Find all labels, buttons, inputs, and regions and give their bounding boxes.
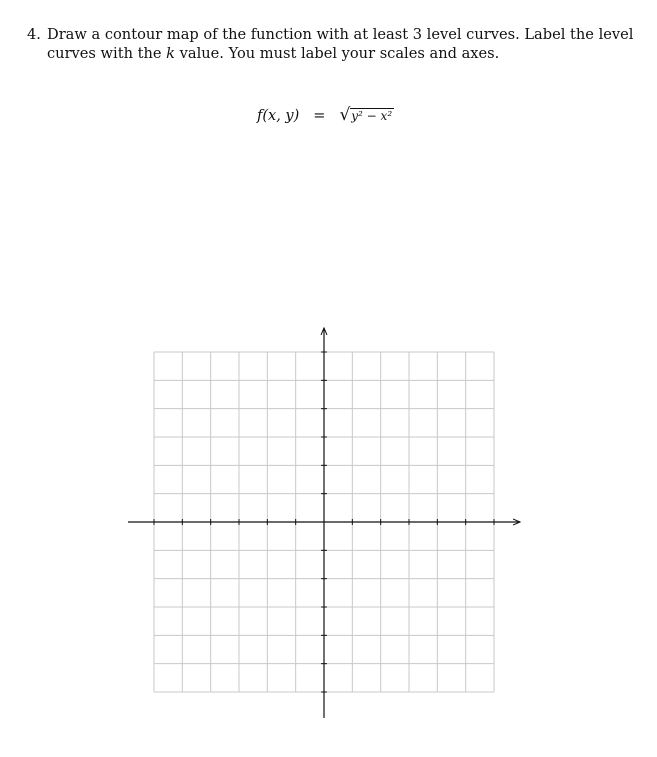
sqrt-symbol: √ xyxy=(339,105,351,125)
problem-number: 4. xyxy=(27,26,41,43)
problem-line-2-prefix: curves with the xyxy=(47,45,167,62)
problem-line-1: Draw a contour map of the function with at least 3 level curves. Label the level xyxy=(47,26,634,43)
formula-lhs: f(x, y) xyxy=(257,108,300,124)
problem-line-2-suffix: value. You must label your scales and axes. xyxy=(175,45,500,62)
k-variable: k xyxy=(166,45,176,62)
formula-radicand: y² − x² xyxy=(351,109,393,123)
formula-equals: = xyxy=(313,108,326,124)
